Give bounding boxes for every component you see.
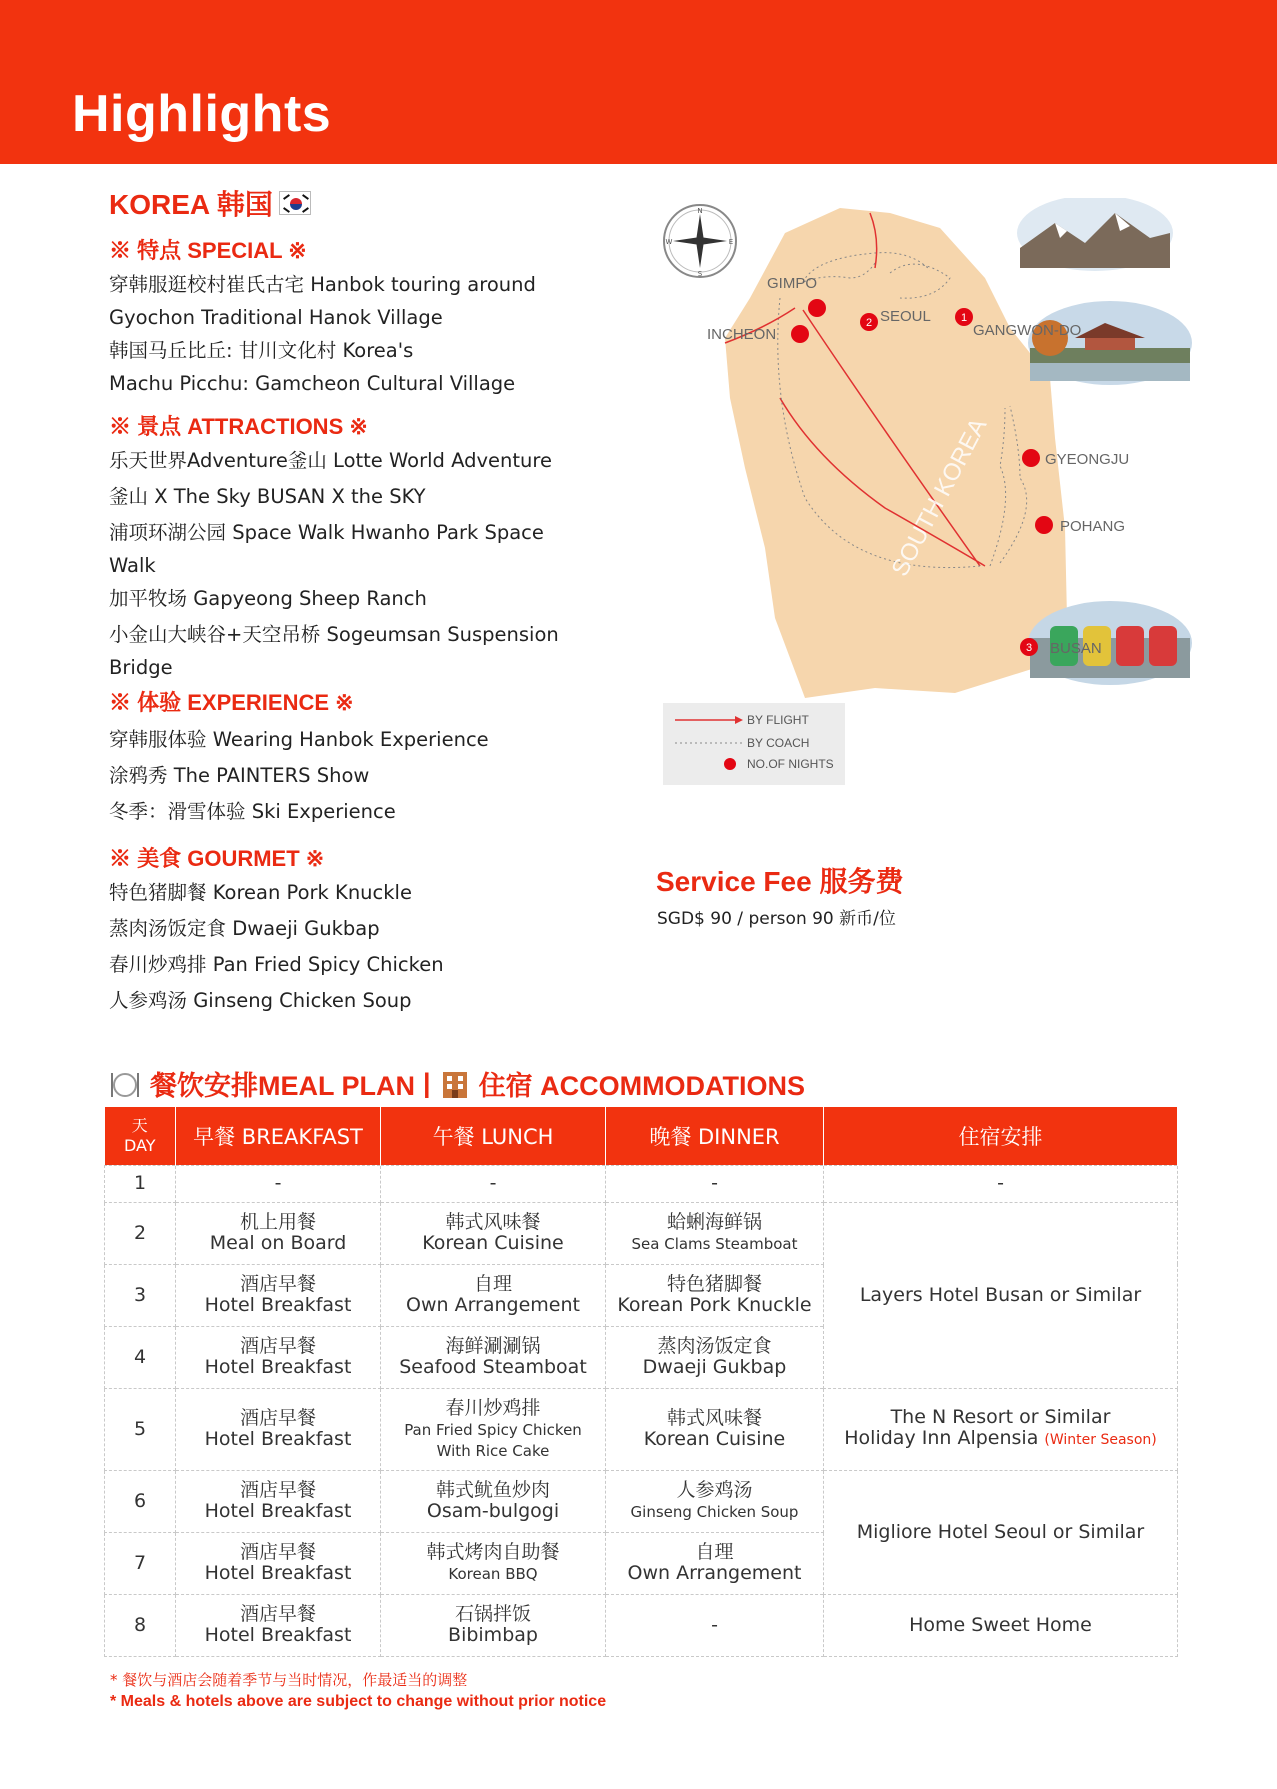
temple-photo (1028, 301, 1192, 385)
list-item: Gyochon Traditional Hanok Village (109, 306, 443, 329)
svg-text:SEOUL: SEOUL (880, 308, 931, 325)
meal-plan-heading (108, 1064, 805, 1103)
page-title: Highlights (72, 85, 332, 143)
title-separator: | (423, 1068, 431, 1098)
list-item: 蒸肉汤饭定食 Dwaeji Gukbap (109, 917, 380, 940)
meal-plan-title: 餐饮安排MEAL PLAN (150, 1071, 416, 1101)
header-banner (0, 0, 1277, 164)
header-day: 天 DAY (105, 1107, 176, 1165)
section-title-attractions: ※ 景点 ATTRACTIONS ※ (109, 414, 368, 439)
svg-text:3: 3 (1025, 642, 1033, 654)
country-heading (109, 180, 629, 226)
list-item: 涂鸦秀 The PAINTERS Show (109, 764, 370, 787)
map-legend (663, 703, 845, 785)
hotel-busan: Layers Hotel Busan or Similar (824, 1202, 1178, 1388)
table-row: 4 酒店早餐 Hotel Breakfast 海鲜涮涮锅 Seafood Steamboat 蒸肉汤饭定食 Dwaeji Gukbap (105, 1326, 1178, 1388)
table-row: 2 机上用餐 Meal on Board 韩式风味餐 Korean Cuisine 蛤蜊海鲜锅 Sea Clams Steamboat Layers Hotel Busan or Similar (105, 1202, 1178, 1264)
hotel-icon (439, 1068, 471, 1100)
svg-text:W: W (665, 238, 673, 246)
highlights-column (109, 180, 629, 1017)
header-hotel: 住宿安排 (824, 1107, 1178, 1165)
cutlery-icon (108, 1069, 142, 1099)
city-incheon (707, 325, 809, 343)
table-row: 8 酒店早餐 Hotel Breakfast 石锅拌饭 Bibimbap - Home Sweet Home (105, 1594, 1178, 1656)
svg-text:POHANG: POHANG (1060, 518, 1126, 535)
list-item: 韩国马丘比丘: 甘川文化村 Korea's (109, 339, 414, 362)
list-item: Bridge (109, 656, 173, 679)
service-fee-text: SGD$ 90 / person 90 新币/位 (657, 909, 896, 929)
accommodation-title: 住宿 ACCOMMODATIONS (478, 1071, 806, 1101)
table-row: 5 酒店早餐 Hotel Breakfast 春川炒鸡排 Pan Fried Spicy Chicken With Rice Cake 韩式风味餐 Korean Cuisine The N Resort or Similar Holiday Inn Alpensia (Winter Season) (105, 1388, 1178, 1470)
korea-flag-icon (279, 191, 311, 215)
svg-text:N: N (697, 207, 703, 215)
list-item: 釜山 X The Sky BUSAN X the SKY (109, 485, 426, 508)
list-item: Walk (109, 554, 156, 577)
hotel-resort: The N Resort or Similar Holiday Inn Alpensia (Winter Season) (824, 1388, 1178, 1470)
city-busan (1020, 638, 1102, 657)
table-header-row (105, 1107, 1178, 1165)
header-dinner: 晚餐 DINNER (606, 1107, 824, 1165)
list-item: 穿韩服逛校村崔氏古宅 Hanbok touring around (109, 273, 536, 296)
svg-text:BY FLIGHT: BY FLIGHT (747, 713, 809, 727)
table-row: 7 酒店早餐 Hotel Breakfast 韩式烤肉自助餐 Korean BBQ 自理 Own Arrangement (105, 1532, 1178, 1594)
country-map-label: SOUTH KOREA (886, 413, 993, 581)
table-row: 6 酒店早餐 Hotel Breakfast 韩式鱿鱼炒肉 Osam-bulgogi 人参鸡汤 Ginseng Chicken Soup Migliore Hotel Seoul or Similar (105, 1470, 1178, 1532)
svg-text:NO.OF NIGHTS: NO.OF NIGHTS (747, 757, 834, 771)
service-fee-title: Service Fee 服务费 (656, 866, 904, 897)
list-item: 加平牧场 Gapyeong Sheep Ranch (109, 587, 427, 610)
section-title-gourmet: ※ 美食 GOURMET ※ (109, 846, 325, 871)
list-item: Machu Picchu: Gamcheon Cultural Village (109, 372, 516, 395)
section-title-special: ※ 特点 SPECIAL ※ (109, 238, 307, 263)
header-breakfast: 早餐 BREAKFAST (176, 1107, 381, 1165)
list-item: 浦项环湖公园 Space Walk Hwanho Park Space (109, 521, 544, 544)
list-item: 乐天世界Adventure釜山 Lotte World Adventure (109, 449, 552, 472)
note-chinese: * 餐饮与酒店会随着季节与当时情况，作最适当的调整 (110, 1671, 468, 1689)
meal-plan-table (104, 1107, 1178, 1657)
svg-text:S: S (697, 270, 703, 278)
compass-icon (664, 205, 736, 278)
list-item: 小金山大峡谷+天空吊桥 Sogeumsan Suspension (109, 623, 559, 646)
svg-text:GYEONGJU: GYEONGJU (1045, 451, 1130, 468)
list-item: 特色猪脚餐 Korean Pork Knuckle (109, 881, 412, 904)
svg-text:BY COACH: BY COACH (747, 736, 810, 750)
svg-text:INCHEON: INCHEON (707, 326, 777, 343)
svg-text:1: 1 (960, 312, 968, 324)
svg-text:BUSAN: BUSAN (1050, 640, 1102, 657)
city-pohang (1035, 516, 1125, 535)
header-lunch: 午餐 LUNCH (381, 1107, 606, 1165)
section-title-experience: ※ 体验 EXPERIENCE ※ (109, 690, 354, 715)
note-english: * Meals & hotels above are subject to change without prior notice (110, 1693, 607, 1710)
table-row: 1 - - - - (105, 1165, 1178, 1202)
list-item: 冬季：滑雪体验 Ski Experience (109, 800, 396, 823)
list-item: 人参鸡汤 Ginseng Chicken Soup (109, 989, 412, 1012)
svg-text:2: 2 (865, 317, 873, 329)
ski-resort-photo (1017, 198, 1173, 271)
list-item: 春川炒鸡排 Pan Fried Spicy Chicken (109, 953, 444, 976)
list-item: 穿韩服体验 Wearing Hanbok Experience (109, 728, 489, 751)
svg-text:E: E (728, 238, 734, 246)
svg-text:GIMPO: GIMPO (767, 275, 818, 292)
table-row: 3 酒店早餐 Hotel Breakfast 自理 Own Arrangement 特色猪脚餐 Korean Pork Knuckle (105, 1264, 1178, 1326)
route-map (655, 198, 1200, 798)
hotel-seoul: Migliore Hotel Seoul or Similar (824, 1470, 1178, 1594)
svg-text:GANGWON-DO: GANGWON-DO (973, 322, 1082, 339)
country-title: KOREA 韩国 (109, 189, 273, 220)
